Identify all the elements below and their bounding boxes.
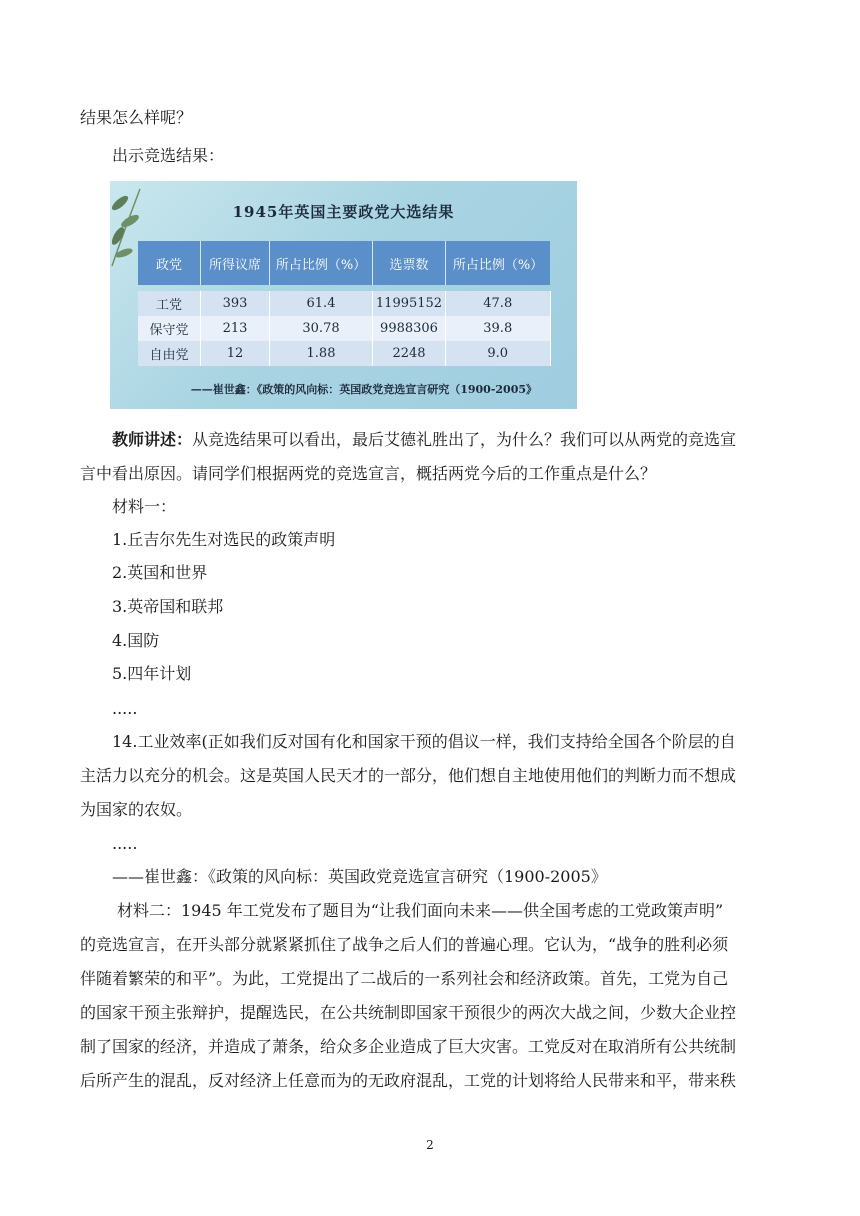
figure-source: ——崔世鑫：《政策的风向标：英国政党竞选宣言研究（1900-2005》 [190,383,537,396]
text-line: 出示竞选结果： [112,146,225,165]
election-results-figure [110,181,577,409]
text-line: 材料一： [112,497,177,516]
table-header-row [138,241,550,285]
text-line: 言中看出原因。请同学们根据两党的竞选宣言，概括两党今后的工作重点是什么？ [80,464,657,483]
table-row [138,316,550,341]
table-cell: 自由党 [138,341,201,366]
text-line: 5.四年计划 [112,664,192,683]
text-line: 材料二：1945 年工党发布了题目为“让我们面向未来——供全国考虑的工党政策声明” [117,901,724,920]
column-header: 所占比例（%） [270,241,373,285]
results-table [138,241,551,366]
table-cell: 47.8 [446,291,551,316]
text-line: 3.英帝国和联邦 [112,597,224,616]
table-cell: 61.4 [270,291,373,316]
text-line: 的国家干预主张辩护，提醒选民，在公共统制即国家干预很少的两次大战之间，少数大企业控 [80,1003,737,1022]
text-line: 后所产生的混乱，反对经济上任意而为的无政府混乱，工党的计划将给人民带来和平，带来秩 [80,1071,737,1090]
column-header: 政党 [138,241,201,285]
column-header: 所得议席 [201,241,270,285]
text-line: 为国家的农奴。 [80,800,193,819]
table-cell: 2248 [373,341,446,366]
text-line: ..... [112,834,138,853]
table-cell: 30.78 [270,316,373,341]
table-cell: 11995152 [373,291,446,316]
text-line: 制了国家的经济，并造成了萧条，给众多企业造成了巨大灾害。工党反对在取消所有公共统制 [80,1037,737,1056]
text-line: 1.丘吉尔先生对选民的政策声明 [112,530,336,549]
text-line: 14.工业效率(正如我们反对国有化和国家干预的倡议一样，我们支持给全国各个阶层的自 [112,732,736,751]
teacher-text: 从竞选结果可以看出，最后艾德礼胜出了，为什么？我们可以从两党的竞选宣 [192,430,737,449]
table-cell: 9988306 [373,316,446,341]
text-line: ——崔世鑫：《政策的风向标：英国政党竞选宣言研究（1900-2005》 [112,867,607,886]
table-cell: 保守党 [138,316,201,341]
text-line: 2.英国和世界 [112,563,208,582]
table-cell: 工党 [138,291,201,316]
table-cell: 12 [201,341,270,366]
text-line: 伴随着繁荣的和平”。为此，工党提出了二战后的一系列社会和经济政策。首先，工党为自己 [80,969,729,988]
table-cell: 393 [201,291,270,316]
column-header: 选票数 [373,241,446,285]
text-line: 的竞选宣言，在开头部分就紧紧抓住了战争之后人们的普遍心理。它认为，“战争的胜利必须 [80,935,729,954]
column-header: 所占比例（%） [446,241,551,285]
table-cell: 39.8 [446,316,551,341]
text-line: 结果怎么样呢？ [80,108,193,127]
text-line: 4.国防 [112,631,160,650]
table-cell: 1.88 [270,341,373,366]
text-line: ..... [112,699,138,718]
table-cell: 213 [201,316,270,341]
table-row [138,341,550,366]
table-cell: 9.0 [446,341,551,366]
table-row [138,291,550,316]
teacher-label: 教师讲述： [112,430,193,449]
figure-title: 1945年英国主要政党大选结果 [232,203,455,221]
page-number: 2 [426,1138,434,1152]
text-line: 主活力以充分的机会。这是英国人民天才的一部分，他们想自主地使用他们的判断力而不想成 [80,766,737,785]
text-line [112,430,736,450]
